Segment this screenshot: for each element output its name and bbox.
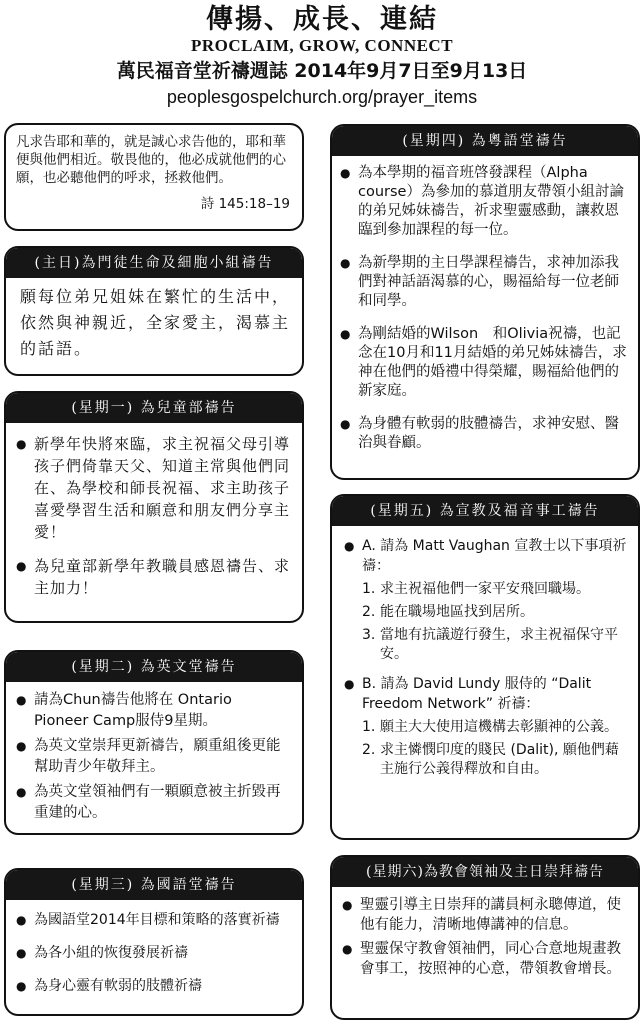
tuesday-prayer-box [4,650,304,835]
tuesday-item: ● 請為Chun禱告他將在 Ontario Pioneer Camp服侍9星期。 [16,690,290,732]
title-chinese: 傳揚、成長、連結 [206,4,438,35]
thursday-item: ● 為新學期的主日學課程禱告，求神加添我們對神話語渴慕的心，賜福給每一位老師和同學。 [340,254,630,311]
monday-prayer-box [4,391,304,623]
monday-heading: (星期一) 為兒童部禱告 [6,393,302,423]
wednesday-item: ● 為身心靈有軟弱的肢體祈禱 [16,976,294,996]
friday-item-b: ● B. 請為 David Lundy 服侍的 “Dalit Freedom Network” 祈禱： [344,674,630,714]
monday-item: ● 新學年快將來臨，求主祝福父母引導孩子們倚靠天父、知道主常與他們同在、為學校和師長祝福、求主助孩子喜愛學習生活和願意和朋友們分享主愛！ [16,433,290,543]
friday-a-point: 2. 能在職場地區找到居所。 [362,604,534,620]
tuesday-heading: (星期二) 為英文堂禱告 [6,652,302,682]
saturday-item: ● 聖靈保守教會領袖們，同心合意地規畫教會事工，按照神的心意，帶領教會增長。 [342,939,630,979]
saturday-prayer-box [330,855,640,1020]
saturday-heading: (星期六)為教會領袖及主日崇拜禱告 [332,857,638,887]
friday-item-a: ● A. 請為 Matt Vaughan 宣教士以下事項祈禱： [344,536,630,576]
thursday-item: ● 為本學期的福音班啓發課程（Alpha course）為參加的慕道朋友帶領小組討論的弟兄姊妹禱告，祈求聖靈感動，讓救恩臨到參加課程的每一位。 [340,164,630,240]
tuesday-item: ● 為英文堂崇拜更新禱告，願重組後更能幫助青少年敬拜主。 [16,736,290,778]
sunday-prayer-box [4,246,304,376]
friday-b-point: 2. 求主憐憫印度的賤民 (Dalit), 願他們藉主施行公義得釋放和自由。 [362,742,619,777]
monday-item: ● 為兒童部新學年教職員感恩禱告、求主加力！ [16,555,290,599]
bulletin-week-title: 萬民福音堂祈禱週誌 2014年9月7日至9月13日 [116,60,528,82]
bulletin-header [0,0,644,110]
sunday-heading: (主日)為門徒生命及細胞小組禱告 [6,248,302,278]
friday-a-point: 3. 當地有抗議遊行發生，求主祝福保守平安。 [362,627,618,662]
sunday-text: 願每位弟兄姐妹在繁忙的生活中，依然與神親近，全家愛主，渴慕主的話語。 [20,287,291,358]
verse-box [4,123,304,231]
saturday-item: ● 聖靈引導主日崇拜的講員柯永聰傳道，使他有能力，清晰地傳講神的信息。 [342,895,630,935]
wednesday-prayer-box [4,868,304,1016]
wednesday-heading: (星期三) 為國語堂禱告 [6,870,302,900]
prayer-items-url[interactable]: peoplesgospelchurch.org/prayer_items [166,87,478,107]
verse-text: 凡求告耶和華的，就是誠心求告他的，耶和華便與他們相近。敬畏他的，他必成就他們的心願，也必聽他們的呼求，拯救他們。 [16,134,286,186]
wednesday-item: ● 為國語堂2014年目標和策略的落實祈禱 [16,910,294,930]
friday-b-point: 1. 願主大大使用這機構去彰顯神的公義。 [362,719,618,735]
tuesday-item: ● 為英文堂領袖們有一顆願意被主折毀再重建的心。 [16,782,290,824]
friday-heading: (星期五) 為宣教及福音事工禱告 [332,496,638,526]
wednesday-item: ● 為各小組的恢復發展祈禱 [16,943,294,963]
verse-reference: 詩 145:18–19 [200,196,290,212]
thursday-item: ● 為剛結婚的Wilson 和Olivia祝禱，也記念在10月和11月結婚的弟兄姊妹禱告，求神在他們的婚禮中得榮耀，賜福給他們的新家庭。 [340,325,630,401]
friday-prayer-box [330,494,640,840]
thursday-item: ● 為身體有軟弱的肢體禱告，求神安慰、醫治與眷顧。 [340,415,630,453]
thursday-prayer-box [330,124,640,480]
title-english: PROCLAIM, GROW, CONNECT [190,36,454,55]
friday-a-point: 1. 求主祝福他們一家平安飛回職場。 [362,581,590,597]
thursday-heading: (星期四) 為粵語堂禱告 [332,126,638,156]
